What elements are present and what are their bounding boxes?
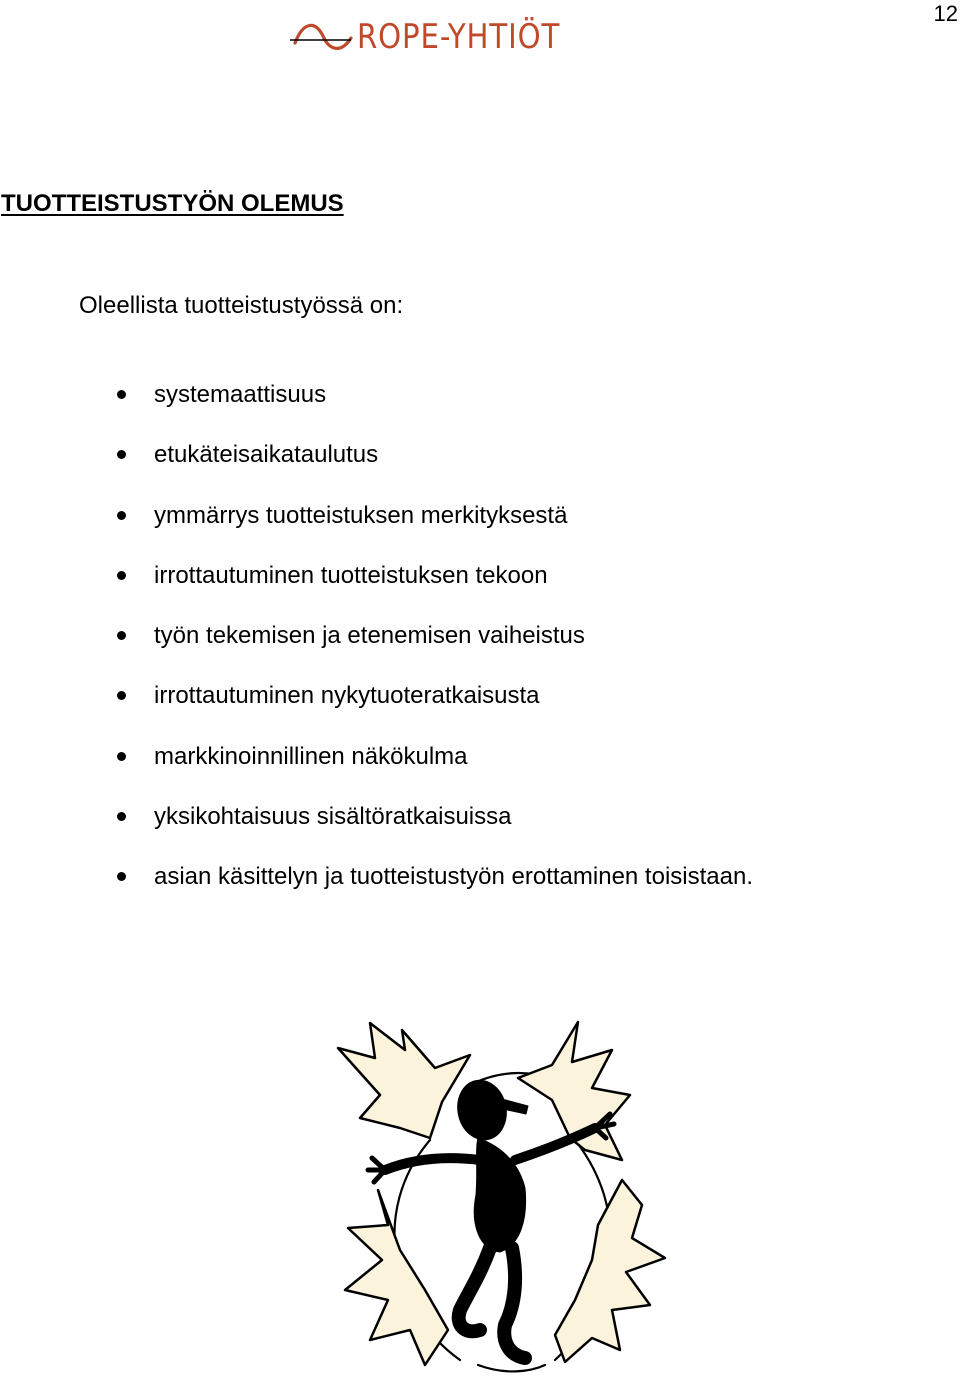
bullet-icon	[117, 812, 126, 821]
bullet-icon	[117, 450, 126, 459]
bullet-icon	[117, 571, 126, 580]
page-title: TUOTTEISTUSTYÖN OLEMUS	[1, 190, 344, 217]
list-item-text: systemaattisuus	[154, 381, 327, 408]
list-item-text: asian käsittelyn ja tuotteistustyön erottaminen toisistaan.	[154, 863, 753, 890]
bullet-icon	[117, 872, 126, 881]
bullet-icon	[117, 691, 126, 700]
bullet-icon	[117, 752, 126, 761]
list-item-text: markkinoinnillinen näkökulma	[154, 742, 468, 770]
page-number: 12	[933, 1, 958, 26]
logo-wordmark: ROPE-YHTIÖT	[357, 17, 561, 57]
list-item-text: työn tekemisen ja etenemisen vaiheistus	[154, 622, 585, 649]
jumping-figure-with-bursts-icon	[330, 1010, 680, 1375]
jumping-figure-illustration	[330, 1010, 680, 1375]
list-item-text: irrottautuminen nykytuoteratkaisusta	[154, 682, 540, 710]
bullet-icon	[117, 390, 126, 399]
bullet-icon	[117, 511, 126, 520]
bullet-icon	[117, 631, 126, 640]
company-logo	[289, 16, 613, 60]
list-item-text: ymmärrys tuotteistuksen merkityksestä	[154, 501, 568, 529]
intro-text: Oleellista tuotteistustyössä on:	[79, 292, 404, 319]
list-item-text: yksikohtaisuus sisältöratkaisuissa	[154, 802, 512, 830]
list-item-text: etukäteisaikataulutus	[154, 441, 379, 469]
list-item-text: irrottautuminen tuotteistuksen tekoon	[154, 561, 548, 589]
wave-logo-icon	[289, 16, 361, 60]
